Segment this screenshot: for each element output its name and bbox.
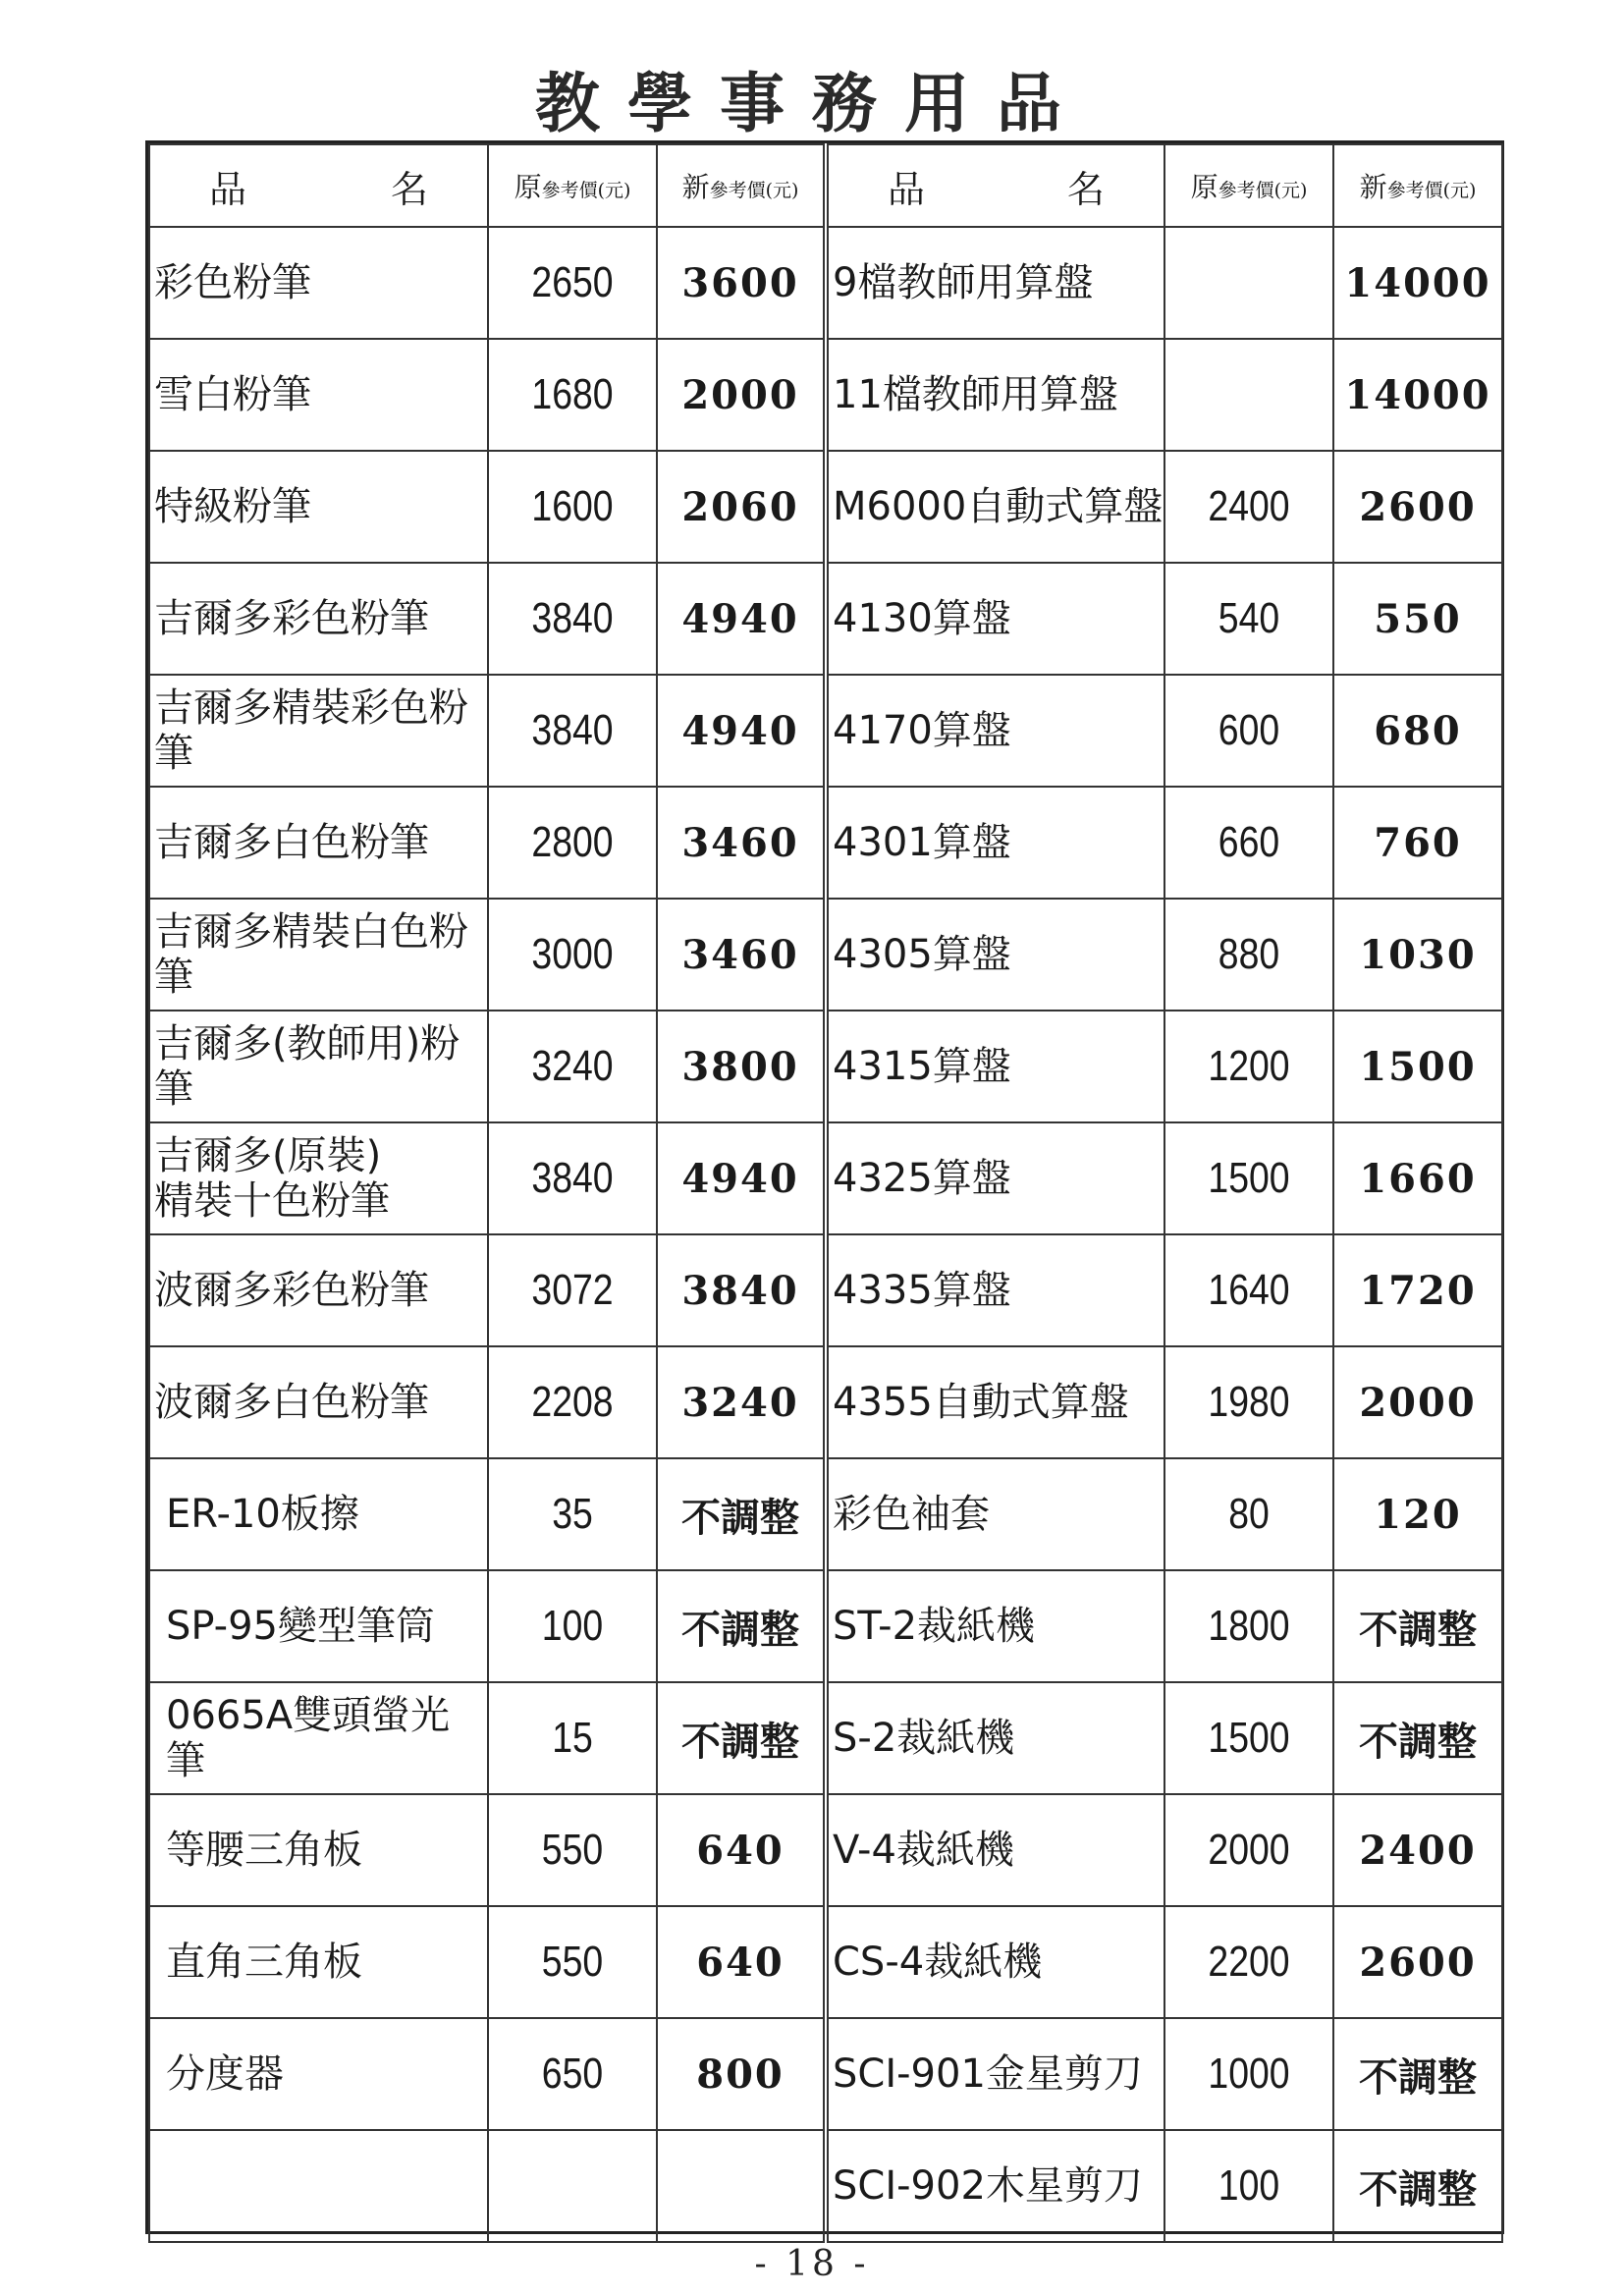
item-name: 4170算盤 bbox=[833, 708, 1011, 753]
item-name: 彩色粉筆 bbox=[154, 260, 311, 305]
old-price bbox=[501, 2130, 644, 2242]
new-price: 2400 bbox=[1333, 1794, 1502, 1906]
item-name-cell bbox=[149, 787, 488, 899]
table-row bbox=[149, 1234, 1502, 1346]
item-name-cell bbox=[826, 1682, 1164, 1794]
page-title: 教學事務用品 bbox=[535, 65, 1089, 141]
item-name: ER-10板擦 bbox=[166, 1492, 359, 1537]
item-name-cell bbox=[826, 1906, 1164, 2018]
header-new-price-right: 新參考價(元) bbox=[1333, 144, 1502, 227]
old-price: 660 bbox=[1177, 787, 1321, 899]
new-price: 2600 bbox=[1333, 451, 1502, 563]
new-price: 3840 bbox=[657, 1234, 826, 1346]
table-row bbox=[149, 787, 1502, 899]
new-price: 2600 bbox=[1333, 1906, 1502, 2018]
item-name-cell bbox=[826, 339, 1164, 451]
new-price: 1720 bbox=[1333, 1234, 1502, 1346]
item-name-cell bbox=[826, 1570, 1164, 1682]
header-row bbox=[149, 144, 1502, 227]
item-name: 吉爾多(教師用)粉筆 bbox=[154, 1021, 460, 1112]
page-number: - 18 - bbox=[754, 2244, 870, 2284]
table-row bbox=[149, 1682, 1502, 1794]
table-row bbox=[149, 1794, 1502, 1906]
item-name-cell bbox=[826, 1458, 1164, 1570]
new-price bbox=[657, 2130, 826, 2242]
item-name: 11檔教師用算盤 bbox=[833, 372, 1118, 417]
table-row bbox=[149, 1906, 1502, 2018]
item-name-line2: 精裝十色粉筆 bbox=[154, 1178, 390, 1224]
table-row bbox=[149, 451, 1502, 563]
old-price: 1000 bbox=[1177, 2018, 1321, 2130]
old-price: 3840 bbox=[501, 675, 644, 787]
old-price: 3840 bbox=[501, 563, 644, 675]
item-name: SCI-901金星剪刀 bbox=[833, 2051, 1143, 2097]
item-name: 直角三角板 bbox=[166, 1940, 362, 1985]
table-row bbox=[149, 2018, 1502, 2130]
new-price: 不調整 bbox=[1333, 2018, 1502, 2130]
item-name: 4315算盤 bbox=[833, 1044, 1011, 1089]
old-price bbox=[1177, 227, 1321, 339]
item-name-cell bbox=[149, 339, 488, 451]
new-price: 760 bbox=[1333, 787, 1502, 899]
new-price: 640 bbox=[657, 1794, 826, 1906]
item-name-cell bbox=[149, 1011, 488, 1122]
item-name: CS-4裁紙機 bbox=[833, 1940, 1043, 1985]
old-price: 3072 bbox=[501, 1234, 644, 1346]
old-price: 1500 bbox=[1177, 1122, 1321, 1234]
item-name: 吉爾多精裝彩色粉筆 bbox=[154, 685, 468, 776]
item-name: 吉爾多彩色粉筆 bbox=[154, 596, 429, 641]
item-name-cell bbox=[826, 2018, 1164, 2130]
header-old-price-right: 原參考價(元) bbox=[1164, 144, 1333, 227]
item-name-cell bbox=[149, 1682, 488, 1794]
old-price: 600 bbox=[1177, 675, 1321, 787]
new-price: 14000 bbox=[1333, 227, 1502, 339]
old-price bbox=[1177, 339, 1321, 451]
item-name-cell bbox=[149, 1122, 488, 1234]
old-price: 540 bbox=[1177, 563, 1321, 675]
new-price: 680 bbox=[1333, 675, 1502, 787]
old-price: 35 bbox=[501, 1458, 644, 1570]
new-price: 不調整 bbox=[657, 1570, 826, 1682]
item-name: 4355自動式算盤 bbox=[833, 1380, 1129, 1425]
old-price: 100 bbox=[1177, 2130, 1321, 2242]
item-name: 特級粉筆 bbox=[154, 484, 311, 529]
new-price: 1500 bbox=[1333, 1011, 1502, 1122]
old-price: 3240 bbox=[501, 1011, 644, 1122]
table-row bbox=[149, 1570, 1502, 1682]
item-name: 4335算盤 bbox=[833, 1268, 1011, 1313]
old-price: 2650 bbox=[501, 227, 644, 339]
old-price: 1800 bbox=[1177, 1570, 1321, 1682]
item-name: 4301算盤 bbox=[833, 820, 1011, 865]
item-name: 吉爾多(原裝) bbox=[154, 1133, 382, 1178]
new-price: 1660 bbox=[1333, 1122, 1502, 1234]
item-name-cell bbox=[149, 1906, 488, 2018]
item-name: V-4裁紙機 bbox=[833, 1828, 1014, 1873]
item-name: ST-2裁紙機 bbox=[833, 1604, 1036, 1649]
item-name: 波爾多彩色粉筆 bbox=[154, 1268, 429, 1313]
item-name-cell bbox=[826, 563, 1164, 675]
new-price: 不調整 bbox=[657, 1458, 826, 1570]
table-row bbox=[149, 563, 1502, 675]
header-new-price-left: 新參考價(元) bbox=[657, 144, 826, 227]
item-name: 吉爾多白色粉筆 bbox=[154, 820, 429, 865]
item-name: M6000自動式算盤 bbox=[833, 484, 1164, 529]
item-name-cell bbox=[149, 1458, 488, 1570]
item-name: 波爾多白色粉筆 bbox=[154, 1380, 429, 1425]
old-price: 550 bbox=[501, 1794, 644, 1906]
item-name-cell bbox=[149, 563, 488, 675]
table-row bbox=[149, 1011, 1502, 1122]
item-name-cell bbox=[826, 451, 1164, 563]
old-price: 2800 bbox=[501, 787, 644, 899]
item-name-cell bbox=[826, 787, 1164, 899]
item-name-cell bbox=[149, 2018, 488, 2130]
item-name-cell bbox=[149, 451, 488, 563]
item-name-cell bbox=[826, 1234, 1164, 1346]
table-row bbox=[149, 1122, 1502, 1234]
item-name-cell bbox=[826, 1011, 1164, 1122]
new-price: 3800 bbox=[657, 1011, 826, 1122]
old-price: 1640 bbox=[1177, 1234, 1321, 1346]
old-price: 1980 bbox=[1177, 1346, 1321, 1458]
old-price: 80 bbox=[1177, 1458, 1321, 1570]
item-name: S-2裁紙機 bbox=[833, 1716, 1015, 1761]
new-price: 2060 bbox=[657, 451, 826, 563]
item-name-cell bbox=[826, 2130, 1164, 2242]
old-price: 2200 bbox=[1177, 1906, 1321, 2018]
item-name-cell bbox=[826, 227, 1164, 339]
old-price: 1680 bbox=[501, 339, 644, 451]
item-name: 分度器 bbox=[166, 2051, 284, 2097]
item-name-cell bbox=[826, 1346, 1164, 1458]
old-price: 1200 bbox=[1177, 1011, 1321, 1122]
old-price: 2400 bbox=[1177, 451, 1321, 563]
new-price: 不調整 bbox=[1333, 1682, 1502, 1794]
old-price: 880 bbox=[1177, 899, 1321, 1011]
new-price: 4940 bbox=[657, 675, 826, 787]
item-name-cell bbox=[149, 675, 488, 787]
new-price: 2000 bbox=[657, 339, 826, 451]
item-name-cell bbox=[149, 899, 488, 1011]
table-row bbox=[149, 1346, 1502, 1458]
item-name-cell bbox=[149, 1570, 488, 1682]
table-row bbox=[149, 339, 1502, 451]
table-row bbox=[149, 2130, 1502, 2242]
item-name: 等腰三角板 bbox=[166, 1828, 362, 1873]
new-price: 4940 bbox=[657, 563, 826, 675]
new-price: 550 bbox=[1333, 563, 1502, 675]
item-name: 雪白粉筆 bbox=[154, 372, 311, 417]
new-price: 120 bbox=[1333, 1458, 1502, 1570]
new-price: 640 bbox=[657, 1906, 826, 2018]
header-name-left: 品 名 bbox=[149, 144, 488, 227]
new-price: 1030 bbox=[1333, 899, 1502, 1011]
old-price: 1500 bbox=[1177, 1682, 1321, 1794]
item-name: 4305算盤 bbox=[833, 932, 1011, 977]
table-row bbox=[149, 675, 1502, 787]
table-row bbox=[149, 227, 1502, 339]
table-row bbox=[149, 899, 1502, 1011]
old-price: 15 bbox=[501, 1682, 644, 1794]
old-price: 100 bbox=[501, 1570, 644, 1682]
item-name: SCI-902木星剪刀 bbox=[833, 2163, 1143, 2209]
old-price: 550 bbox=[501, 1906, 644, 2018]
item-name-cell bbox=[826, 1794, 1164, 1906]
new-price: 800 bbox=[657, 2018, 826, 2130]
new-price: 4940 bbox=[657, 1122, 826, 1234]
header-old-price-left: 原參考價(元) bbox=[488, 144, 657, 227]
item-name: SP-95變型筆筒 bbox=[166, 1604, 435, 1649]
item-name-cell bbox=[149, 1234, 488, 1346]
header-name-right: 品 名 bbox=[826, 144, 1164, 227]
old-price: 1600 bbox=[501, 451, 644, 563]
item-name: 0665A雙頭螢光筆 bbox=[166, 1693, 451, 1783]
item-name: 4130算盤 bbox=[833, 596, 1011, 641]
new-price: 3460 bbox=[657, 787, 826, 899]
item-name: 吉爾多精裝白色粉筆 bbox=[154, 909, 468, 1000]
item-name-cell bbox=[149, 1794, 488, 1906]
new-price: 不調整 bbox=[1333, 2130, 1502, 2242]
item-name-cell bbox=[149, 1346, 488, 1458]
new-price: 不調整 bbox=[657, 1682, 826, 1794]
table-row bbox=[149, 1458, 1502, 1570]
old-price: 2000 bbox=[1177, 1794, 1321, 1906]
new-price: 3600 bbox=[657, 227, 826, 339]
new-price: 3460 bbox=[657, 899, 826, 1011]
old-price: 650 bbox=[501, 2018, 644, 2130]
item-name-cell bbox=[826, 1122, 1164, 1234]
item-name-cell bbox=[149, 227, 488, 339]
item-name-cell bbox=[826, 899, 1164, 1011]
item-name: 彩色袖套 bbox=[833, 1492, 990, 1537]
old-price: 2208 bbox=[501, 1346, 644, 1458]
item-name-cell bbox=[826, 675, 1164, 787]
item-name-cell bbox=[149, 2130, 488, 2242]
new-price: 3240 bbox=[657, 1346, 826, 1458]
new-price: 不調整 bbox=[1333, 1570, 1502, 1682]
old-price: 3000 bbox=[501, 899, 644, 1011]
item-name: 9檔教師用算盤 bbox=[833, 260, 1094, 305]
item-name: 4325算盤 bbox=[833, 1156, 1011, 1201]
old-price: 3840 bbox=[501, 1122, 644, 1234]
new-price: 2000 bbox=[1333, 1346, 1502, 1458]
new-price: 14000 bbox=[1333, 339, 1502, 451]
price-table bbox=[145, 140, 1504, 2234]
